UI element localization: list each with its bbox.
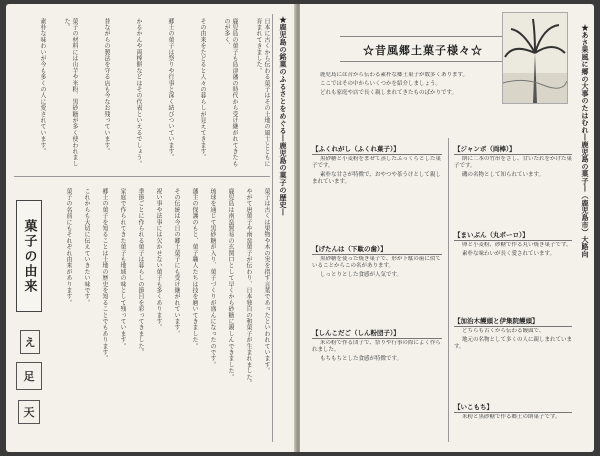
left-top-text-7: 菓子の材料には山芋や米粉、黒砂糖が多く使われました。 [63,18,78,167]
subhead-jambo: 【ジャンボ（両棒）】 [454,144,572,155]
text-shinkodago [312,340,444,440]
subhead-fukure: 【ふくれがし（ふくれ菓子）】 [312,144,442,155]
left-bottom-text-11: これからも大切に伝えていきたい味です。 [83,188,90,306]
left-bottom-text-2: やがて唐菓子や南蛮菓子が伝わり、日本独自の和菓子が生まれました。 [245,188,252,387]
subhead-shinkodago: 【しんこだご（しん粉団子）】 [312,328,442,339]
header-divider [272,14,273,442]
right-sidebar-title: ★あさ果風に郷の大事のたはむれ―鹿児島の菓子―（鹿児島市）大路向 [581,24,590,258]
section-title: 菓子の由来 [21,218,37,294]
section-title-box [16,200,42,312]
left-bottom-text-3: 鹿児島は南蛮貿易の玄関口として早くから砂糖に親しんできました。 [227,188,234,381]
stamp-2: 足 [16,362,42,390]
body-text: 黒砂糖を使った焼き菓子で、形が下駄の歯に似ていることからこの名があります。 [312,256,441,269]
left-bottom-text-1: 菓子は古くは果物や木の実を指す言葉であったといわれています。 [263,188,270,374]
body-text: 地元の名物として多くの人に親しまれています。 [454,337,572,350]
left-top-text-4: 郷土の菓子は祭りや行事と深く結びついています。 [167,18,174,161]
text-ikomochi [454,414,572,444]
subhead-maibun: 【まいぶん（丸ボーロ）】 [454,230,572,241]
left-top-text-8: 素朴な味わいが今も多くの人に愛されています。 [39,18,46,155]
body-text: もちもちとした食感が特徴です。 [320,356,403,362]
intro-line: ここではその中からいくつかを紹介しましょう。 [320,81,442,87]
body-text: 卵と小麦粉、砂糖で作る丸い焼き菓子です。 [462,242,572,248]
intro-line: 鹿児島には昔から伝わる素朴な郷土菓子が数多くあります。 [320,72,469,78]
left-bottom-text-8: 季節ごとに作られる菓子は暮らしの節目を彩ってきました。 [137,188,144,356]
stamp-1: え [20,330,40,354]
left-top-text-3: その由来をたどると人々の暮らしが見えてきます。 [199,18,206,161]
text-manju [454,328,572,388]
intro-line: どれも家庭や店で長く親しまれてきたものばかりです。 [320,90,458,96]
text-maibun [454,242,572,302]
stamp-3: 天 [18,400,40,424]
text-fukure [312,156,444,236]
column-divider [448,138,449,442]
left-bottom-text-5: 藩主の保護のもと、菓子職人たちは技を磨いてきました。 [191,188,198,350]
body-text: 磯の名物として知られています。 [462,172,545,178]
left-bottom-text-10: 郷土の菓子を知ることは土地の歴史を知ることでもあります。 [101,188,108,362]
left-bottom-text-9: 家庭で作られてきた菓子も地域の味として残っています。 [119,188,126,350]
body-text: 米の粉で作る団子で、祭りや行事の際によく作られました。 [312,340,441,353]
intro-text [312,72,572,122]
left-page-header: ★鹿児島の銘菓のふるさとをめぐる―鹿児島の菓子の歴史― [279,16,288,216]
book-spread [6,4,594,452]
text-getanha [312,256,444,316]
body-text: 米粉と黒砂糖で作る郷土の餅菓子です。 [462,414,561,420]
left-bottom-text-4: 琉球を通じて黒砂糖が入り、菓子づくりが盛んになったのです。 [209,188,216,368]
section-divider [14,176,270,177]
page-heading: ☆昔風郷土菓子様々☆ [363,44,483,57]
text-jambo [454,156,572,216]
body-text: 餅に二本の竹串をさし、甘いたれをかけた菓子です。 [454,156,572,169]
body-text: 黒砂糖と小麦粉をまぜて蒸したふっくらとした菓子です。 [312,156,442,169]
left-bottom-text-12: 菓子の名前にもそれぞれ由来があります。 [65,188,72,306]
body-text: どちらも古くから伝わる饅頭で、 [462,328,545,334]
subhead-manju: 【加治木饅頭と伊集院饅頭】 [454,316,572,327]
body-text: しっとりとした食感が人気です。 [320,272,403,278]
left-top-text-2: 鹿児島の菓子も島津藩の時代から受け継がれてきたものが多く、 [223,18,238,167]
body-text: 素朴な味わいが長く愛されています。 [462,251,556,257]
left-top-text-6: 昔ながらの製法を守る店も今なお残っています。 [103,18,110,155]
right-page [300,4,594,452]
left-bottom-text-7: 祝い事や法事には欠かせない菓子も多くあります。 [155,188,162,331]
subhead-ikomochi: 【いこもち】 [454,402,572,413]
left-top-text-5: かるかんや両棒餅などはその代表といえるでしょう。 [135,18,142,167]
left-bottom-text-6: その伝統は今日の郷土菓子にも受け継がれています。 [173,188,180,337]
left-top-text-1: 日本に古くから伝わる菓子はその土地の風土とともに育まれてきました。 [255,18,270,167]
left-page [6,4,296,452]
body-text: 素朴な甘さが特徴で、おやつや茶うけとして親しまれています。 [312,172,441,185]
subhead-getanha: 【げたんは（下駄の歯）】 [312,244,442,255]
